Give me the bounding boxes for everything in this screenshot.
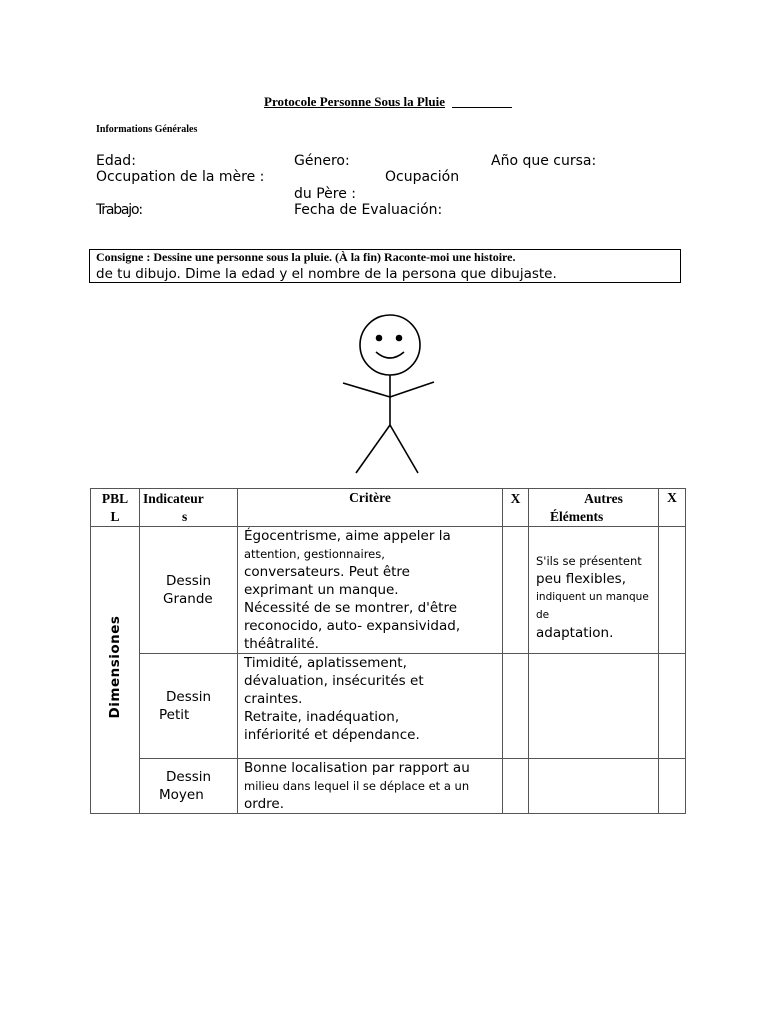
critere-line: conversateurs. Peut être	[244, 564, 410, 580]
check-cell[interactable]	[659, 759, 686, 814]
header-autres-line-2: Éléments	[550, 509, 604, 524]
autres-line: adaptation.	[536, 625, 614, 641]
critere-cell	[238, 527, 503, 654]
critere-line: milieu dans lequel il se déplace et a un	[244, 779, 470, 793]
consigne-line-2: de tu dibujo. Dime la edad y el nombre de la persona que dibujaste.	[96, 266, 557, 282]
document-title: Protocole Personne Sous la Pluie	[264, 94, 446, 109]
field-fecha: Fecha de Evaluación:	[294, 202, 443, 218]
header-pbl-line-1: PBL	[101, 491, 129, 506]
evaluation-table	[90, 488, 686, 814]
indicator-line-2: Moyen	[159, 787, 204, 803]
field-du-pere: du Père :	[294, 186, 356, 202]
table-header-row	[91, 489, 686, 527]
header-autres-line-1: Autres	[584, 491, 623, 506]
autres-line: peu flexibles,	[536, 571, 626, 587]
critere-line: Bonne localisation par rapport au	[244, 760, 470, 776]
header-indicateurs	[140, 489, 238, 527]
field-trabajo: Trabajo:	[96, 202, 142, 218]
dimension-cell	[91, 527, 140, 814]
stick-figure-eye-left	[377, 336, 382, 341]
critere-line: Nécessité de se montrer, d'être	[244, 600, 458, 616]
header-pbl-line-2: L	[110, 509, 120, 524]
header-x-2: X	[659, 489, 686, 527]
stick-figure-arm-left	[343, 383, 390, 397]
stick-figure-leg-right	[390, 425, 418, 473]
critere-line: théâtralité.	[244, 636, 319, 652]
critere-line: ordre.	[244, 796, 284, 812]
dimension-label: Dimensiones	[107, 615, 123, 719]
header-critere: Critère	[238, 489, 503, 527]
indicator-cell	[140, 527, 238, 654]
table-row	[91, 527, 686, 654]
indicator-line-1: Dessin	[166, 573, 212, 589]
header-x-1: X	[503, 489, 529, 527]
field-edad: Edad:	[96, 153, 136, 169]
critere-line: reconocido, auto- expansividad,	[244, 618, 461, 634]
field-ocupacion: Ocupación	[385, 169, 460, 185]
autres-cell[interactable]	[529, 654, 659, 759]
critere-line: infériorité et dépendance.	[244, 727, 420, 743]
critere-line: Timidité, aplatissement,	[244, 655, 407, 671]
header-pbl	[91, 489, 140, 527]
indicator-line-1: Dessin	[166, 769, 212, 785]
title-underline	[452, 107, 512, 108]
table-row	[91, 654, 686, 759]
table-row	[91, 759, 686, 814]
indicator-line-2: Petit	[159, 707, 190, 723]
autres-line: S'ils se présentent	[536, 554, 642, 568]
header-indicateurs-line-2: s	[182, 509, 188, 524]
indicator-line-2: Grande	[163, 591, 213, 607]
header-indicateurs-line-1: Indicateur	[143, 491, 204, 506]
critere-line: craintes.	[244, 691, 303, 707]
stick-figure-smile	[376, 352, 404, 358]
check-cell[interactable]	[503, 759, 529, 814]
autres-line: indiquent un manque de	[536, 591, 649, 621]
critere-cell	[238, 759, 503, 814]
stick-figure-eye-right	[397, 336, 402, 341]
indicator-cell	[140, 759, 238, 814]
header-autres	[529, 489, 659, 527]
consigne-line-1: Consigne : Dessine une personne sous la pluie. (À la fin) Raconte-moi une histoire.	[96, 250, 516, 264]
critere-line: dévaluation, insécurités et	[244, 673, 424, 689]
indicator-line-1: Dessin	[166, 689, 212, 705]
critere-cell	[238, 654, 503, 759]
check-cell[interactable]	[503, 654, 529, 759]
stick-figure-drawing	[330, 310, 450, 480]
stick-figure-head	[360, 315, 420, 375]
check-cell[interactable]	[503, 527, 529, 654]
critere-line: Égocentrisme, aime appeler la	[244, 528, 451, 544]
check-cell[interactable]	[659, 527, 686, 654]
autres-cell	[529, 527, 659, 654]
stick-figure-arm-right	[390, 382, 434, 397]
field-genero: Género:	[294, 153, 350, 169]
field-ano: Año que cursa:	[491, 153, 597, 169]
field-occupation-mere: Occupation de la mère :	[96, 169, 265, 185]
autres-cell[interactable]	[529, 759, 659, 814]
indicator-cell	[140, 654, 238, 759]
critere-line: attention, gestionnaires,	[244, 547, 385, 561]
check-cell[interactable]	[659, 654, 686, 759]
critere-line: Retraite, inadéquation,	[244, 709, 400, 725]
stick-figure-leg-left	[356, 425, 390, 473]
info-heading: Informations Générales	[96, 124, 198, 135]
critere-line: exprimant un manque.	[244, 582, 399, 598]
